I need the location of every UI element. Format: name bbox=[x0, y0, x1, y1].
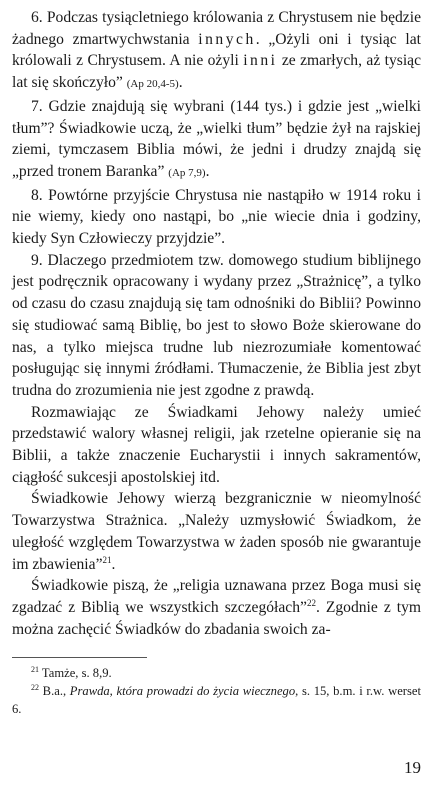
footnote-21: $^{21}$ Tamże, s. 8,9. bbox=[31, 665, 112, 681]
footnote-divider bbox=[12, 657, 147, 658]
footnotes bbox=[12, 664, 421, 718]
book-title: Prawda, która prowadzi do życia wiecznego bbox=[69, 684, 296, 699]
footnote-ref: 22 bbox=[306, 597, 316, 608]
paragraph-point-7: 7. Gdzie znajdują się wybrani (144 tys.) i gdzie jest „wielki tłum”? Świadkowie uczą, że „wielki tłum” będzie żył na rajskiej ziemi, tymczasem Biblia mówi, że jedni i drudzy znajdą się „przed tronem Baranka” (Ap 7,9). bbox=[12, 97, 421, 180]
footnote-ref: 21 bbox=[102, 554, 112, 565]
paragraph-bible-agreement: Świadkowie piszą, że „religia uznawana przez Boga musi się zgadzać z Biblią we wszystkich szczegółach”$^{22}$. Zgodnie z tym można zachęcić Świadków do zbadania swoich za- bbox=[12, 577, 421, 638]
paragraph-point-8: 8. Powtórne przyjście Chrystusa nie nastąpiło w 1914 roku i nie wiemy, kiedy ono nastąpi, bo „nie wiecie dnia i godziny, kiedy Syn Człowieczy przyjdzie”. bbox=[12, 186, 421, 248]
spaced-emphasis: innych bbox=[198, 30, 256, 48]
main-text bbox=[12, 7, 421, 640]
spaced-emphasis: inni bbox=[243, 52, 278, 70]
paragraph-point-9: 9. Dlaczego przedmiotem tzw. domowego studium biblijnego jest podręcznik opracowany i wydany przez „Strażnicę”, a tylko od czasu do czasu znajdują się tam odnośniki do Biblii? Powinno się studiować samą Biblię, bo jest to słowo Boże skierowane do nas, a tylko miejsca trudne lub niezrozumiałe komentować posługując się innymi źródłami. Tłumaczenie, że Biblia jest zbyt trudna do zrozumienia nie jest zgodne z prawdą. bbox=[12, 251, 421, 399]
paragraph-own-religion: Rozmawiając ze Świadkami Jehowy należy umieć przedstawić walory własnej religii, jak rzetelne opieranie się na Biblii, a także znaczenie Eucharystii i innych sakramentów, ciągłość sukcesji apostolskiej itd. bbox=[12, 403, 421, 486]
paragraph-point-6: 6. Podczas tysiącletniego królowania z Chrystusem nie będzie żadnego zmartwychwstania innych. „Ożyli oni i tysiąc lat królowali z Chrystusem. A nie ożyli inni ze zmarłych, aż tysiąc lat się skończyło” (Ap 20,4-5). bbox=[12, 9, 421, 92]
bible-reference: (Ap 7,9) bbox=[168, 166, 206, 179]
footnote-22: $^{22}$ B.a., Prawda, która prowadzi do życia wiecznego, s. 15, b.m. i r.w. werset 6. bbox=[12, 683, 421, 717]
bible-reference: (Ap 20,4-5) bbox=[126, 78, 179, 91]
paragraph-infallibility: Świadkowie Jehowy wierzą bezgranicznie w nieomylność Towarzystwa Strażnica. „Należy uzmysłowić Świadkom, że uległość względem Towarzystwa w żaden sposób nie gwarantuje im zbawienia”$^{21}$. bbox=[12, 490, 421, 573]
page-number: 19 bbox=[404, 758, 421, 777]
